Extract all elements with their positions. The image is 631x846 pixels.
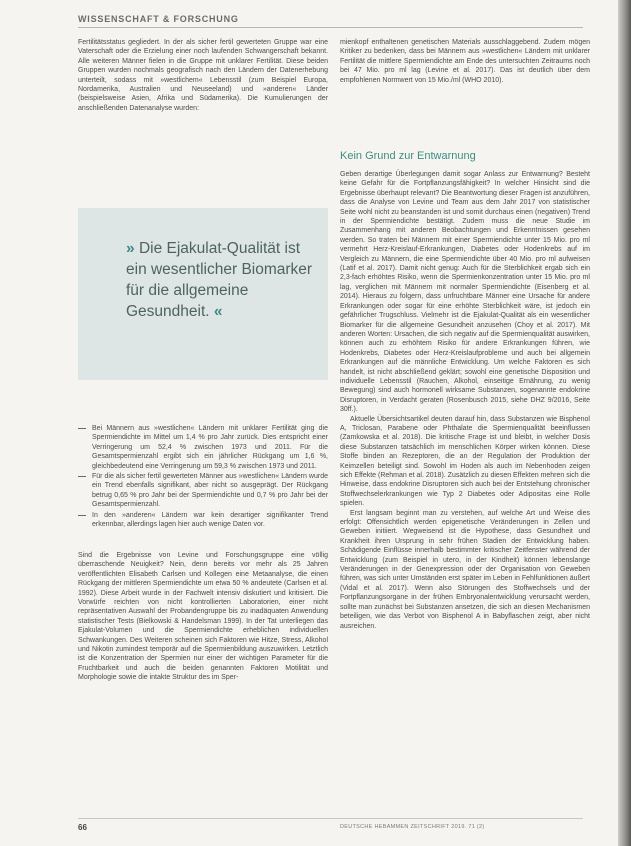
list-item-text: In den »anderen« Ländern war kein derartiger signifikanter Trend erkennbar, allerdings lagen hier auch wenige Daten vor. xyxy=(92,511,328,529)
right-body-paragraph: Aktuelle Übersichtsartikel deuten darauf hin, dass Substanzen wie Bisphenol A, Triclosan, Parabene oder Phthalate die Spermienqualität beeinflussen (Zamkowska et al. 2018). Die kritische Frage ist und bleibt, in welcher Dosis diese Substanzen tatsächlich im menschlichen Körper wirken können. Diese Stoffe binden an Rezeptoren, die an der Regulation der Produktion der Keimzellen beteiligt sind. Sowohl im Hoden als auch im Nebenhoden zeigen sich Effekte (Rehman et al. 2018). Zusätzlich zu diesen Effekten mehren sich die Hinweise, dass endokrine Disruptoren sich auch bei der Entstehung chronischer Stoffwechselerkrankungen wie Typ 2 Diabetes oder Adipositas eine Rolle spielen. xyxy=(340,415,590,508)
pull-quote xyxy=(126,238,316,322)
list-item-text: Bei Männern aus »westlichen« Ländern mit unklarer Fertilität ging die Spermiendichte im Mittel um 1,4 % pro Jahr zurück. Dies entspricht einer Verringerung um 52,4 % zwischen 1973 und 2011. Für die Gesamtspermienzahl ergibt sich ein jährlicher Rückgang um 1,6 %, gleichbedeutend eine Verringerung um 59,3 % zwischen 1973 und 2011. xyxy=(92,425,328,470)
footer-publication: DEUTSCHE HEBAMMEN ZEITSCHRIFT 2019. 71 (2) xyxy=(340,824,485,830)
list-item xyxy=(78,511,328,530)
quote-open-mark: » xyxy=(126,240,135,257)
dash-marker xyxy=(78,515,86,516)
left-column-body xyxy=(78,551,328,683)
dash-marker xyxy=(78,476,86,477)
pull-quote-text: Die Ejakulat-Qualität ist ein wesentlicher Biomarker für die allgemeine Gesundheit. xyxy=(126,240,313,320)
dash-marker xyxy=(78,428,86,429)
header-rule xyxy=(78,27,583,28)
pull-quote-box xyxy=(78,208,328,380)
footer-rule xyxy=(78,818,583,819)
right-column-body xyxy=(340,170,590,631)
right-body-paragraph: Erst langsam beginnt man zu verstehen, auf welche Art und Weise dies erfolgt: Offensichtlich werden epigenetische Veränderungen in Zellen und Geweben initiiert. Wegweisend ist die Hypothese, dass Gesundheit und Krankheit ihren Ursprung in sehr frühen Stadien der Entwicklung haben. Schädigende Einflüsse innerhalb bestimmter kritischer Zeitfenster während der Entwicklung (zum Beispiel in utero, in der Kindheit) können lebenslange Veränderungen in der Genexpression oder der Organisation von Geweben führen, was sich unter Umständen erst später im Leben in Fehlfunktionen äußert (Vidal et al. 2017). Wenn also Störungen des Stoffwechsels und der Fortpflanzungsorgane in der frühen Embryonalentwicklung verursacht werden, sollte man zunächst bei Substanzen ansetzen, die sich an diesen Mechanismen beteiligen, wie das Verbot von Bisphenol A in Babyflaschen zeigt, aber nicht ausreichen. xyxy=(340,509,590,630)
right-column-intro xyxy=(340,38,590,85)
list-item-text: Für die als sicher fertil gewerteten Männer aus »westlichen« Ländern wurde ein Trend ebenfalls signifikant, aber nicht so ausgeprägt. Der Rückgang betrug 0,65 % pro Jahr bei der Spermiendichte und 0,7 % pro Jahr bei der Gesamtspermienzahl. xyxy=(92,473,328,509)
quote-close-mark: « xyxy=(213,303,223,320)
findings-list xyxy=(78,424,328,530)
right-intro-paragraph: mienkopf enthaltenen genetischen Materials ausschlaggebend. Zudem mögen Kritiker zu bedenken, dass bei Männern aus »westlichen« Ländern mit unklarer Fertilität die mittlere Spermiendichte am Ende des untersuchten Zeitraums noch bei 47 Mio. pro ml lag (Levine et al. 2017). Das ist deutlich über dem empfohlenen Normwert von 15 Mio./ml (WHO 2010). xyxy=(340,39,590,84)
section-label: WISSENSCHAFT & FORSCHUNG xyxy=(78,14,239,24)
list-item xyxy=(78,424,328,471)
page-gutter-shadow xyxy=(618,0,631,846)
left-column-intro xyxy=(78,38,328,113)
section-subheading: Kein Grund zur Entwarnung xyxy=(340,150,476,162)
list-item xyxy=(78,472,328,510)
page-number: 66 xyxy=(78,823,87,832)
right-body-paragraph: Geben derartige Überlegungen damit sogar Anlass zur Entwarnung? Besteht keine Gefahr für die Fortpflanzungsfähigkeit? In welcher Hinsicht sind die Ergebnisse überhaupt relevant? Die Beantwortung dieser Fragen ist anzuführen, dass die Analyse von Levine und Team aus dem Jahr 2017 von statistischer Seite wohl nicht zu beanstanden ist und somit durchaus einen (negativen) Trend in der Spermiendichte bestätigt. Zudem muss die neue Studie im Zusammenhang mit anderen Beobachtungen und Erkenntnissen gesehen werden. So traten bei Männern mit einer Spermiendichte unter 15 Mio. pro ml vermehrt Herz-Kreislauf-Erkrankungen, Diabetes oder Hodenkrebs auf im Vergleich zu Männern, die eine Spermiendichte über 40 Mio. pro ml aufweisen (Latif et al. 2017). Damit nicht genug: Auch für die Sterblichkeit ergab sich ein 2,3-fach erhöhtes Risiko, wenn die Spermienkonzentration unter 15 Mio. pro ml lag, verglichen mit Männern mit normaler Spermiendichte (Eisenberg et al. 2014). Hieraus zu folgern, dass unfruchtbare Männer eine Ursache für andere Erkrankungen oder sogar für eine erhöhte Sterblichkeit wäre, ist jedoch ein gefährlicher Trugschluss. Vielmehr ist die Ejakulat-Qualität als ein wesentlicher Biomarker für die allgemeine Gesundheit anzusehen (Choy et al. 2017). Mit anderen Worten: Ursachen, die sich negativ auf die Spermienqualität auswirken, können auch zu erhöhtem Risiko für andere Erkrankungen führen, wie Hodenkrebs, Diabetes oder Herz-Kreislaufprobleme und auch bei allgemein Erkrankungen auf die männliche Entwicklung. Um welche Faktoren es sich handelt, ist nicht abschließend geklärt; sowohl eine genetische Disposition und individuelle Lebensstil (Rauchen, Alkohol, einseitige Ernährung, zu wenig Bewegung) sind auch hormonell wirksame Substanzen, sogenannte endokrine Disruptoren, in Verdacht geraten (Rosenbusch 2015, siehe DHZ 9/2016, Seite 30ff.). xyxy=(340,171,590,414)
left-intro-paragraph: Fertilitätsstatus gegliedert. In der als sicher fertil gewerteten Gruppe war eine Vaterschaft oder die Erzielung einer noch laufenden Schwangerschaft bekannt. Alle weiteren Männer fielen in die Gruppe mit unklarer Fertilität. Diese beiden Gruppen wurden nochmals geografisch nach den Ländern der Datenerhebung unterteilt, sodass mit »westlichem« Lebensstil (zum Beispiel Europa, Nordamerika, Australien und Neuseeland) und »anderen« Länder (beispielsweise Asien, Afrika und Südamerika). Die Kumulierungen der anschließenden Datenanalyse wurden: xyxy=(78,39,328,112)
left-body-paragraph: Sind die Ergebnisse von Levine und Forschungsgruppe eine völlig überraschende Neuigkeit? Nein, denn bereits vor mehr als 25 Jahren veröffentlichten Elisabeth Carlsen und Kollegen eine Metaanalyse, die einen Rückgang der mittleren Spermiendichte um etwa 50 % andeutete (Carlsen et al. 1992). Diese Arbeit wurde in der Fachwelt intensiv diskutiert und kritisiert. Die Vorwürfe reichten von nicht kontrollierten Laboratorien, einer nicht repräsentativen Auswahl der Probandengruppe bis zu inadäquaten Anwendung statistischer Tests (Bielkowski & Handelsman 1999). In der Tat unterliegen das Ejakulat-Volumen und die Spermiendichte erheblichen individuellen Schwankungen. Des Weiteren scheinen sich Faktoren wie Hitze, Stress, Alkohol und Nikotin zumindest temporär auf die Spermienbildung auszuwirken. Letztlich ist die Konzentration der Spermien nur einer der wichtigen Parameter für die Fruchtbarkeit und auch die beiden genannten Faktoren Motilität und Morphologie sowie die intakte Struktur des im Sper- xyxy=(78,552,328,682)
